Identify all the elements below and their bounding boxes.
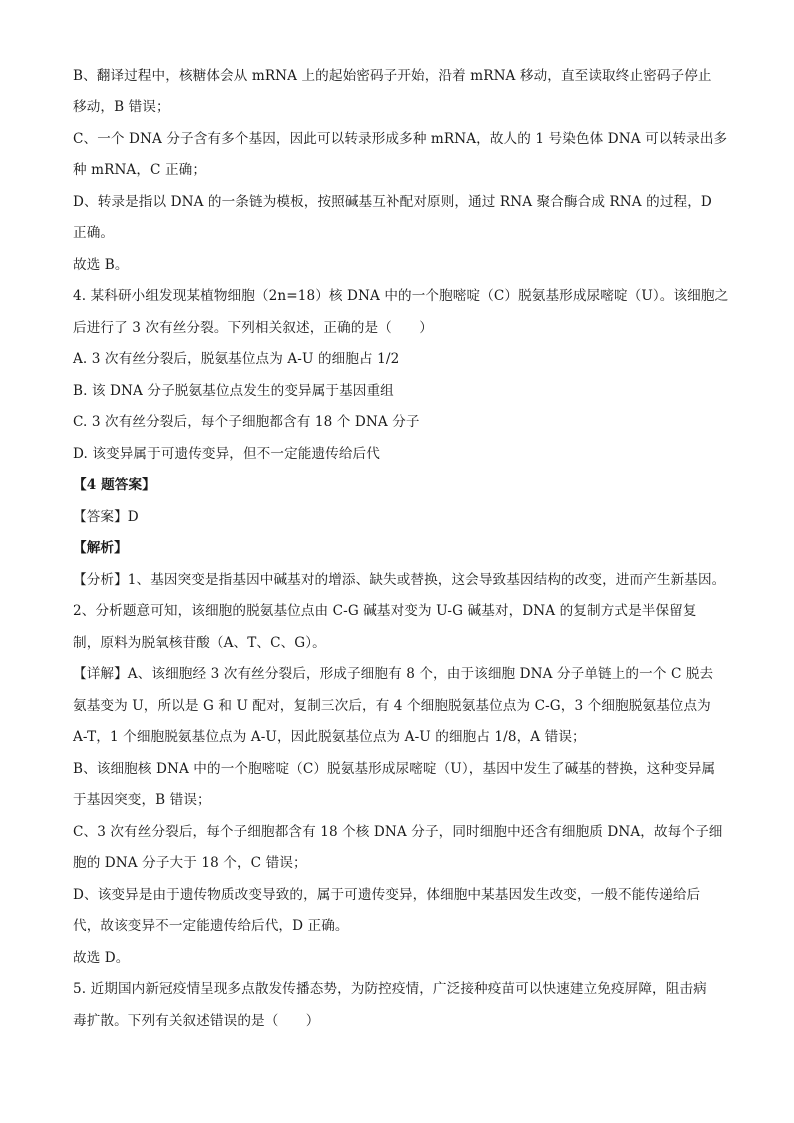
text-line: B、该细胞核 DNA 中的一个胞嘧啶（C）脱氨基形成尿嘧啶（U），基因中发生了碱基的替换，这种变异属 [73, 761, 716, 777]
text-line: 2、分析题意可知，该细胞的脱氨基位点由 C-G 碱基对变为 U-G 碱基对，DNA 的复制方式是半保留复 [73, 603, 697, 619]
question-5-stem: 毒扩散。下列有关叙述错误的是（ ） [73, 1013, 320, 1029]
question-4-stem: 4. 某科研小组发现某植物细胞（2n=18）核 DNA 中的一个胞嘧啶（C）脱氨基形成尿嘧啶（U）。该细胞之 [73, 288, 729, 304]
text-line: B、翻译过程中，核糖体会从 mRNA 上的起始密码子开始，沿着 mRNA 移动，直至读取终止密码子停止 [73, 68, 712, 84]
answer-heading: 【4 题答案】 [73, 477, 156, 493]
text-line: 于基因突变，B 错误； [73, 792, 211, 808]
text-line: 胞的 DNA 分子大于 18 个，C 错误； [73, 855, 307, 871]
text-line: 种 mRNA，C 正确； [73, 162, 207, 178]
text-line: 故选 B。 [73, 257, 129, 273]
option-b: B. 该 DNA 分子脱氨基位点发生的变异属于基因重组 [73, 383, 394, 399]
text-line: 【详解】A、该细胞经 3 次有丝分裂后，形成子细胞有 8 个，由于该细胞 DNA 分子单链上的一个 C 脱去 [73, 666, 714, 682]
text-line: 故选 D。 [73, 950, 130, 966]
text-line: D、该变异是由于遗传物质改变导致的，属于可遗传变异，体细胞中某基因发生改变，一般不能传递给后 [73, 887, 701, 903]
answer-line: 【答案】D [73, 509, 139, 525]
text-line: C、3 次有丝分裂后，每个子细胞都含有 18 个核 DNA 分子，同时细胞中还含有细胞质 DNA，故每个子细 [73, 824, 723, 840]
option-d: D. 该变异属于可遗传变异，但不一定能遗传给后代 [73, 446, 380, 462]
text-line: 【分析】1、基因突变是指基因中碱基对的增添、缺失或替换，这会导致基因结构的改变，进而产生新基因。 [73, 572, 726, 588]
option-c: C. 3 次有丝分裂后，每个子细胞都含有 18 个 DNA 分子 [73, 414, 420, 430]
analysis-heading: 【解析】 [73, 540, 128, 556]
text-line: D、转录是指以 DNA 的一条链为模板，按照碱基互补配对原则，通过 RNA 聚合酶合成 RNA 的过程，D [73, 194, 712, 210]
text-line: A-T，1 个细胞脱氨基位点为 A-U，因此脱氨基位点为 A-U 的细胞占 1/8，A 错误； [73, 729, 586, 745]
text-line: 氨基变为 U，所以是 G 和 U 配对，复制三次后，有 4 个细胞脱氨基位点为 C-G，3 个细胞脱氨基位点为 [73, 698, 711, 714]
text-line: 代，故该变异不一定能遗传给后代，D 正确。 [73, 918, 349, 934]
question-5-stem: 5. 近期国内新冠疫情呈现多点散发传播态势，为防控疫情，广泛接种疫苗可以快速建立免疫屏障，阻击病 [73, 981, 707, 997]
text-line: 正确。 [73, 225, 115, 241]
question-4-stem: 后进行了 3 次有丝分裂。下列相关叙述，正确的是（ ） [73, 320, 433, 336]
text-line: C、一个 DNA 分子含有多个基因，因此可以转录形成多种 mRNA，故人的 1 号染色体 DNA 可以转录出多 [73, 131, 728, 147]
text-line: 移动，B 错误； [73, 99, 170, 115]
option-a: A. 3 次有丝分裂后，脱氨基位点为 A-U 的细胞占 1/2 [73, 351, 400, 367]
text-line: 制，原料为脱氧核苷酸（A、T、C、G）。 [73, 635, 326, 651]
